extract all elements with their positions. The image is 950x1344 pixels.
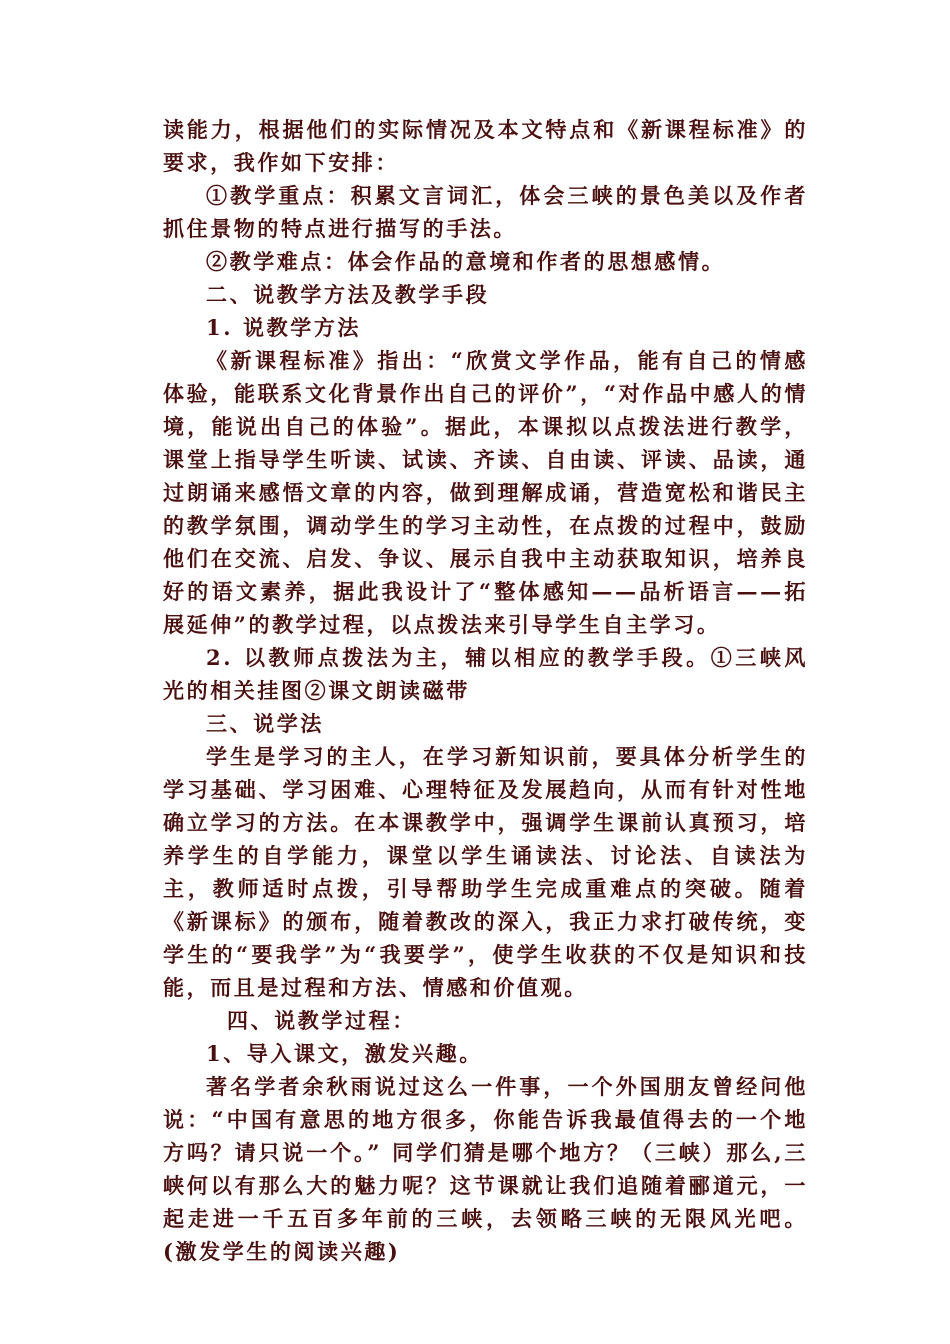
subheading-teaching-method: 1. 说教学方法 <box>206 315 362 340</box>
paragraph-learning-method: 学生是学习的主人，在学习新知识前，要具体分析学生的学习基础、学习困难、心理特征及发展趋向，从而有针对性地确立学习的方法。在本课教学中，强调学生课前认真预习，培养学生的自学能力，课堂以学生诵读法、讨论法、自读法为主，教师适时点拨，引导帮助学生完成重难点的突破。随着《新课标》的颁布，随着教改的深入，我正力求打破传统，变学生的“要我学”为“我要学”，使学生收获的不仅是知识和技能，而且是过程和方法、情感和价值观。 <box>163 744 808 1000</box>
paragraph-teaching-difficulty: ②教学难点：体会作品的意境和作者的思想感情。 <box>206 249 726 274</box>
paragraph-curriculum-standard: 《新课程标准》指出：“欣赏文学作品，能有自己的情感体验，能联系文化背景作出自己的评价”，“对作品中感人的情境，能说出自己的体验”。据此，本课拟以点拨法进行教学，课堂上指导学生听读、试读、齐读、自由读、评读、品读，通过朗诵来感悟文章的内容，做到理解成诵，营造宽松和谐民主的教学氛围，调动学生的学习主动性，在点拨的过程中，鼓励他们在交流、启发、争议、展示自我中主动获取知识，培养良好的语文素养，据此我设计了“整体感知——品析语言——拓展延伸”的教学过程，以点拨法来引导学生自主学习。 <box>163 348 808 637</box>
subheading-introduction: 1、导入课文，激发兴趣。 <box>206 1041 483 1066</box>
section-heading-methods: 二、说教学方法及教学手段 <box>206 282 490 307</box>
paragraph-introduction: 著名学者余秋雨说过这么一件事，一个外国朋友曾经问他说：“中国有意思的地方很多，你能告诉我最值得去的一个地方吗？请只说一个。” 同学们猜是哪个地方？（三峡）那么,三峡何以有那么大的魅力呢？这节课就让我们追随着郦道元，一起走进一千五百多年前的三峡，去领略三峡的无限风光吧。(激发学生的阅读兴趣) <box>163 1074 808 1264</box>
section-heading-learning-method: 三、说学法 <box>206 711 324 736</box>
paragraph-teaching-focus: ①教学重点：积累文言词汇，体会三峡的景色美以及作者抓住景物的特点进行描写的手法。 <box>163 183 808 241</box>
paragraph-teaching-tools: 2. 以教师点拨法为主，辅以相应的教学手段。①三峡风光的相关挂图②课文朗读磁带 <box>163 645 808 703</box>
section-heading-teaching-process: 四、说教学过程： <box>227 1008 416 1033</box>
paragraph-intro: 读能力，根据他们的实际情况及本文特点和《新课程标准》的要求，我作如下安排： <box>163 117 808 175</box>
document-body <box>163 113 808 1268</box>
